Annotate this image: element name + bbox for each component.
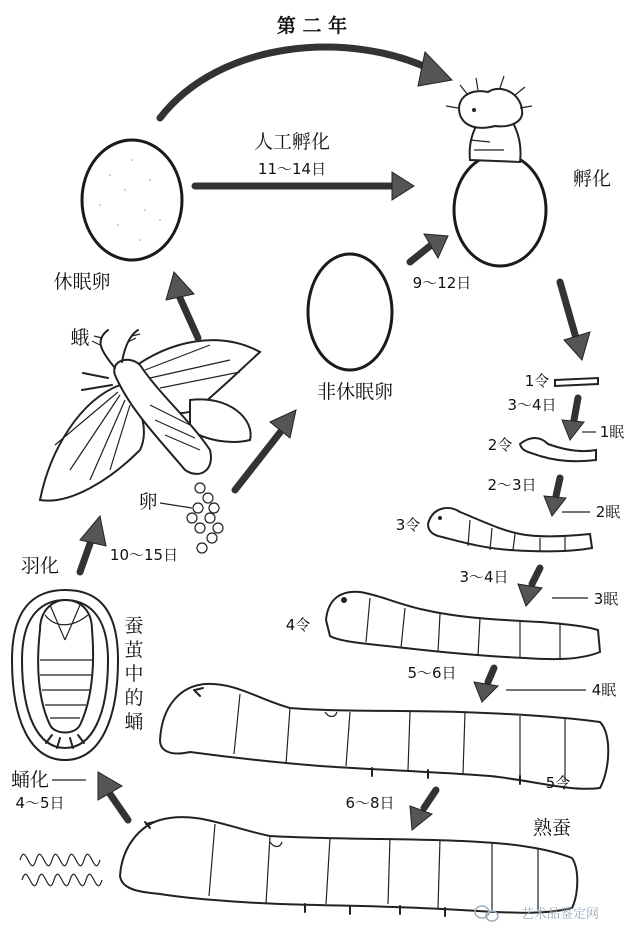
larva-instar-3 [428,508,592,551]
instar-5-days: 6～8日 [345,794,395,812]
non-diapause-days: 9～12日 [412,274,472,292]
eggs-label: 卵 [138,491,158,513]
diapause-egg-label: 休眠卵 [53,271,111,293]
pupation-label: 蛹化 [10,769,50,791]
non-diapause-egg-label: 非休眠卵 [316,381,394,403]
mature-silkworm-icon [120,817,577,916]
title: 第 二 年 [276,15,348,37]
molt-4-arrow [474,668,498,702]
instar-2-label: 2令 [487,436,513,454]
instar-1-days: 3～4日 [507,396,557,414]
artificial-hatching-days: 11～14日 [257,160,327,178]
moth-to-diapause-arrow [166,272,198,338]
cocoon-label-char: 中 [124,663,144,685]
cocoon-label-char: 蚕 [124,615,144,637]
mature-silkworm-label: 熟蚕 [532,817,572,839]
instar-1-label: 1令 [524,372,550,390]
pupation-days: 4～5日 [15,794,65,812]
molt-4-label: 4眠 [591,681,617,699]
larva-instar-1 [555,378,598,386]
pupation-arrow [98,772,128,820]
diapause-egg [82,140,182,260]
hatching-larva-icon [446,76,532,162]
molt-2-label: 2眠 [595,503,621,521]
second-year-arrow [160,47,452,118]
instar-5-label: 5令 [545,774,571,792]
moth-label: 蛾 [70,327,90,349]
egg-cluster [187,483,223,553]
larva-instar-5 [160,684,608,789]
molt-3-label: 3眠 [593,590,619,608]
instar-2-days: 2～3日 [487,476,537,494]
molt-3-arrow [518,568,542,606]
emergence-label: 羽化 [20,555,60,577]
watermark-text: 艺术品鉴定网 [520,907,600,922]
molt-1-arrow [562,398,584,440]
silk-threads [20,854,102,886]
larva-instar-4 [326,592,600,659]
moth-icon [40,330,260,501]
cocoon-label-char: 茧 [124,639,144,661]
emergence-arrow [80,516,106,572]
cocoon-label-char: 蛹 [124,711,144,733]
hatching-egg [454,154,546,266]
non-diapause-to-hatch-arrow [410,234,448,262]
mature-arrow [410,790,436,830]
cocoon-icon [12,590,118,760]
cocoon-label [124,615,143,733]
artificial-hatching-label: 人工孵化 [253,131,331,153]
hatching-label: 孵化 [572,168,612,190]
molt-2-arrow [544,478,566,516]
instar-3-label: 3令 [395,516,421,534]
non-diapause-egg [308,254,392,370]
instar-4-days: 5～6日 [407,664,457,682]
hatch-to-instar-arrow [560,282,590,360]
instar-4-label: 4令 [285,616,311,634]
cocoon-label-char: 的 [124,687,144,709]
molt-1-label: 1眠 [599,423,625,441]
instar-3-days: 3～4日 [459,568,509,586]
larva-instar-2 [520,438,596,461]
emergence-days: 10～15日 [109,546,179,564]
